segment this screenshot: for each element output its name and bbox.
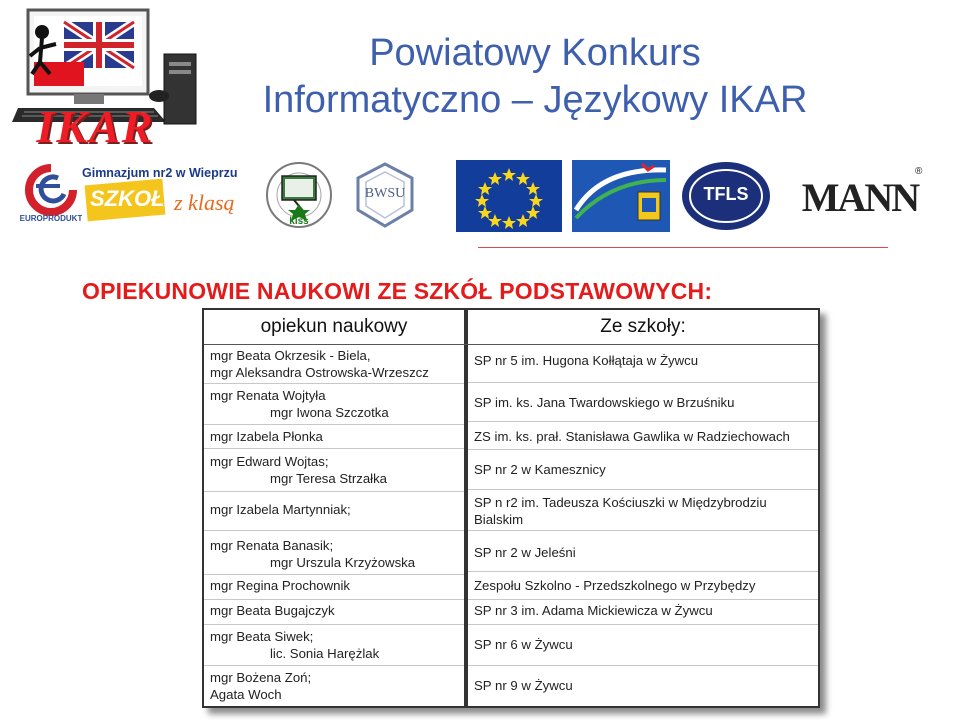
eu-flag-logo	[456, 160, 562, 232]
gimnazjum-logo	[82, 160, 250, 230]
europrodukt-label: EUROPRODUKT	[19, 214, 83, 223]
title-line-1: Powiatowy Konkurs	[369, 32, 701, 74]
col-header-szkola: Ze szkoły:	[600, 316, 686, 337]
szkola-cell: SP nr 2 w Kamesznicy	[474, 462, 606, 477]
opiekun-name: mgr Beata Bugajczyk	[210, 603, 335, 618]
page-title	[205, 30, 865, 124]
opiekun-name: mgr Renata Banasik;	[210, 538, 334, 553]
opiekun-cell	[210, 578, 460, 595]
opiekun-name: mgr Beata Okrzesik - Biela,	[210, 348, 371, 363]
tfls-label: TFLS	[703, 184, 749, 204]
supervisors-table	[202, 308, 820, 708]
szkola-label: SZKOŁA	[90, 186, 181, 211]
zklasa-label: z klasą	[174, 190, 235, 215]
divider-line	[478, 247, 888, 248]
bwsu-logo	[350, 160, 420, 230]
opiekun-name: Agata Woch	[210, 686, 282, 702]
opiekun-cell	[210, 454, 460, 487]
kiss-label: kiss	[289, 216, 309, 227]
tfls-logo	[680, 160, 772, 232]
opiekun-name: mgr Beata Siwek;	[210, 629, 314, 644]
szkola-cell: ZS im. ks. prał. Stanisława Gawlika w Radziechowach	[474, 429, 790, 444]
opiekun-name: mgr Izabela Płonka	[210, 429, 323, 444]
section-heading: OPIEKUNOWIE NAUKOWI ZE SZKÓŁ PODSTAWOWYCH:	[82, 278, 713, 304]
opiekun-cell	[210, 629, 460, 662]
registered-icon: ®	[915, 166, 923, 177]
szkola-cell: SP nr 3 im. Adama Mickiewicza w Żywcu	[474, 603, 713, 618]
szkola-cell: SP nr 9 w Żywcu	[474, 678, 573, 693]
mann-logo	[785, 160, 935, 230]
opiekun-cell	[210, 670, 460, 703]
szkola-cell: SP nr 2 w Jeleśni	[474, 545, 576, 560]
szkola-cell: SP nr 5 im. Hugona Kołłątaja w Żywcu	[474, 353, 699, 368]
opiekun-cell	[210, 603, 460, 620]
opiekun-name: mgr Renata Wojtyła	[210, 388, 326, 403]
mann-label: MANN	[801, 175, 919, 220]
gimnazjum-label: Gimnazjum nr2 w Wieprzu	[82, 166, 238, 180]
szkola-cell: Zespołu Szkolno - Przedszkolnego w Przybędzy	[474, 578, 756, 593]
kiss-logo	[258, 160, 340, 230]
opiekun-name: mgr Iwona Szczotka	[270, 404, 389, 420]
opiekun-name: mgr Urszula Krzyżowska	[270, 554, 416, 570]
opiekun-name: mgr Izabela Martynniak;	[210, 502, 351, 517]
zywiec-county-logo	[572, 160, 670, 232]
opiekun-cell	[210, 502, 460, 519]
opiekun-name: mgr Teresa Strzałka	[270, 470, 388, 486]
col-header-opiekun: opiekun naukowy	[260, 316, 408, 337]
bwsu-label: BWSU	[364, 186, 406, 201]
opiekun-name: mgr Bożena Zoń;	[210, 670, 312, 685]
opiekun-name: mgr Aleksandra Ostrowska-Wrzeszcz	[210, 364, 429, 380]
opiekun-name: mgr Edward Wojtas;	[210, 454, 329, 469]
opiekun-cell	[210, 348, 460, 381]
szkola-cell: SP im. ks. Jana Twardowskiego w Brzuśniku	[474, 395, 735, 410]
opiekun-name: lic. Sonia Harężlak	[270, 645, 380, 661]
opiekun-cell	[210, 429, 460, 446]
title-line-2: Informatyczno – Językowy IKAR	[262, 79, 808, 121]
ikar-logo-text: IKAR	[36, 101, 155, 152]
opiekun-cell	[210, 538, 460, 571]
opiekun-cell	[210, 388, 460, 421]
opiekun-name: mgr Regina Prochownik	[210, 578, 350, 593]
szkola-cell: SP n r2 im. Tadeusza Kościuszki w Międzybrodziu Bialskim	[474, 495, 767, 527]
europrodukt-logo	[18, 160, 84, 230]
szkola-cell: SP nr 6 w Żywcu	[474, 637, 573, 652]
